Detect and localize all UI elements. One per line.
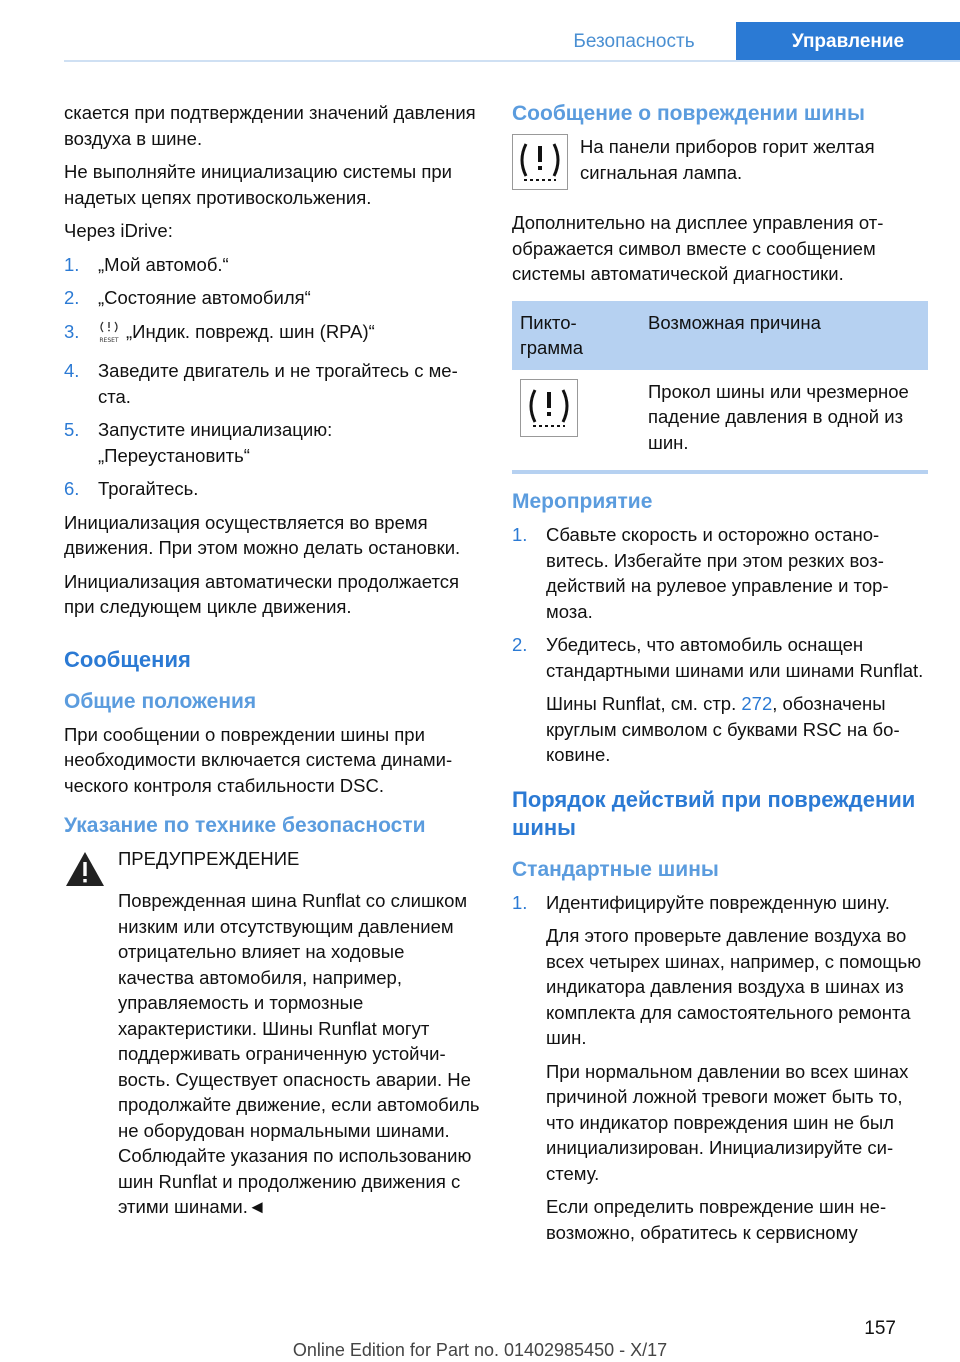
warning-block — [64, 846, 482, 892]
table-cell-pictogram — [512, 370, 640, 465]
list-item — [64, 285, 482, 311]
list-item — [64, 319, 482, 351]
paragraph: Дополнительно на дисплее управления отображается символ вместе с сообщением системы автоматической диагностики. — [512, 212, 884, 284]
warning-title: ПРЕДУПРЕЖДЕНИЕ — [118, 848, 300, 869]
step-text: Идентифицируйте поврежденную шину. — [546, 891, 890, 913]
step-number: 6. — [64, 478, 80, 499]
paragraph: При сообщении о повреждении шины при необходимости включается система динамического контроля стабильности DSC. — [64, 723, 453, 796]
step-number: 2. — [512, 634, 528, 655]
list-item — [64, 358, 482, 409]
table-header-cause: Возможная причина — [640, 301, 928, 370]
page-number: 157 — [864, 1318, 896, 1339]
heading-safety-note: Указание по технике безопасности — [64, 814, 426, 837]
step-text: Заведите двигатель и не трогайтесь с места. — [98, 360, 458, 407]
paragraph: Инициализация автоматически продолжается при следующем цикле движения. — [64, 570, 460, 617]
left-column — [64, 100, 482, 1228]
footer-edition: Online Edition for Part no. 01402985450 - X/17 — [292, 1340, 668, 1360]
step-subtext: Для этого проверьте давление воздуха во всех четырех шинах, например, с помощью индикатора давления воздуха в шинах из комплекта для самостоятельного ремонта шин. — [546, 925, 922, 1048]
step-number: 2. — [64, 287, 80, 308]
heading-measures: Мероприятие — [512, 490, 653, 513]
table-cell-cause: Прокол шины или чрезмерное падение давления в одной из шин. — [648, 380, 909, 453]
list-item — [64, 476, 482, 502]
heading-general: Общие положения — [64, 689, 257, 713]
step-text: „Состояние автомобиля“ — [98, 287, 311, 308]
header-divider — [64, 60, 960, 62]
tpms-reset-icon — [98, 320, 120, 351]
step-text: „Индик. поврежд. шин (RPA)“ — [126, 320, 375, 342]
step-text: Сбавьте скорость и осторожно остановитесь. Избегайте при этом резких воздействий на рулевое управление и тормоза. — [546, 524, 889, 622]
subtext-end: , обозначены круглым символом с буквами RSC на боковине. — [546, 693, 900, 765]
heading-procedure: Порядок действий при повреждении шины — [512, 786, 916, 840]
procedure-list — [512, 890, 928, 1246]
step-text: Убедитесь, что автомобиль оснащен стандартными шинами или шинами Runflat. — [546, 634, 924, 681]
pictogram-table — [512, 301, 928, 465]
paragraph: Через iDrive: — [64, 220, 173, 241]
tpms-warning-icon — [512, 134, 568, 195]
table-row — [512, 370, 928, 465]
step-number: 1. — [64, 253, 80, 275]
step-subtext — [546, 691, 928, 768]
tpms-pictogram-icon — [520, 379, 578, 437]
svg-text:RESET: RESET — [99, 336, 119, 344]
step-text: Запустите инициализацию: „Переустановить“ — [98, 419, 333, 466]
step-number: 5. — [64, 419, 80, 440]
step-number: 4. — [64, 360, 80, 381]
list-item — [512, 890, 928, 1246]
list-item — [64, 252, 482, 278]
list-item — [512, 632, 928, 768]
step-number: 1. — [512, 891, 528, 913]
heading-standard-tyres: Стандартные шины — [512, 857, 719, 881]
list-item — [64, 417, 482, 468]
paragraph: Не выполняйте инициализацию системы при надетых цепях противоскольжения. — [64, 161, 453, 208]
header-tab-safety[interactable]: Безопасность — [573, 31, 695, 52]
heading-tyre-damage-message: Сообщение о повреждении шины — [512, 102, 865, 125]
page-reference-link[interactable]: 272 — [741, 693, 773, 714]
step-number: 1. — [512, 524, 528, 545]
warning-lamp-block — [512, 134, 928, 198]
step-subtext: Если определить повреждение шин невозможно, обратитесь к сервисному — [546, 1196, 887, 1243]
warning-text: Поврежденная шина Runflat со слишком низким или отсутствующим давлением отрицательно влияет на ходовые качества автомобиля, например, управляемость и тормозные характеристики. Шины Runflat могут поддерживать ограниченную устойчивость. Существует опасность аварии. Не продолжайте движение, если автомобиль не оборудован нормальными шинами. Соблюдайте указания по использованию шин Runflat и продолжению движения с этими шинами.◄ — [118, 890, 480, 1217]
step-text: Трогайтесь. — [98, 478, 199, 499]
step-subtext: При нормальном давлении во всех шинах причиной ложной тревоги может быть то, что индикатор повреждения шин не был инициализирован. Инициализируйте систему. — [546, 1060, 909, 1184]
paragraph: Инициализация осуществляется во время движения. При этом можно делать остановки. — [64, 511, 461, 558]
paragraph: скается при подтверждении значений давления воздуха в шине. — [64, 102, 476, 149]
idrive-steps-list — [64, 252, 482, 502]
header-tab-control[interactable]: Управление — [736, 22, 960, 62]
warning-triangle-icon — [64, 850, 106, 893]
measures-list — [512, 522, 928, 768]
warning-lamp-text: На панели приборов горит желтая сигнальная лампа. — [580, 136, 875, 183]
table-end-rule — [512, 470, 928, 474]
heading-messages: Сообщения — [64, 646, 191, 672]
right-column — [512, 100, 928, 1253]
step-number: 3. — [64, 320, 80, 342]
list-item — [512, 522, 928, 624]
table-header-pictogram: Пиктограмма — [512, 301, 640, 370]
subtext-start: Шины Runflat, см. стр. — [546, 693, 742, 714]
step-text: „Мой автомоб.“ — [98, 253, 229, 275]
